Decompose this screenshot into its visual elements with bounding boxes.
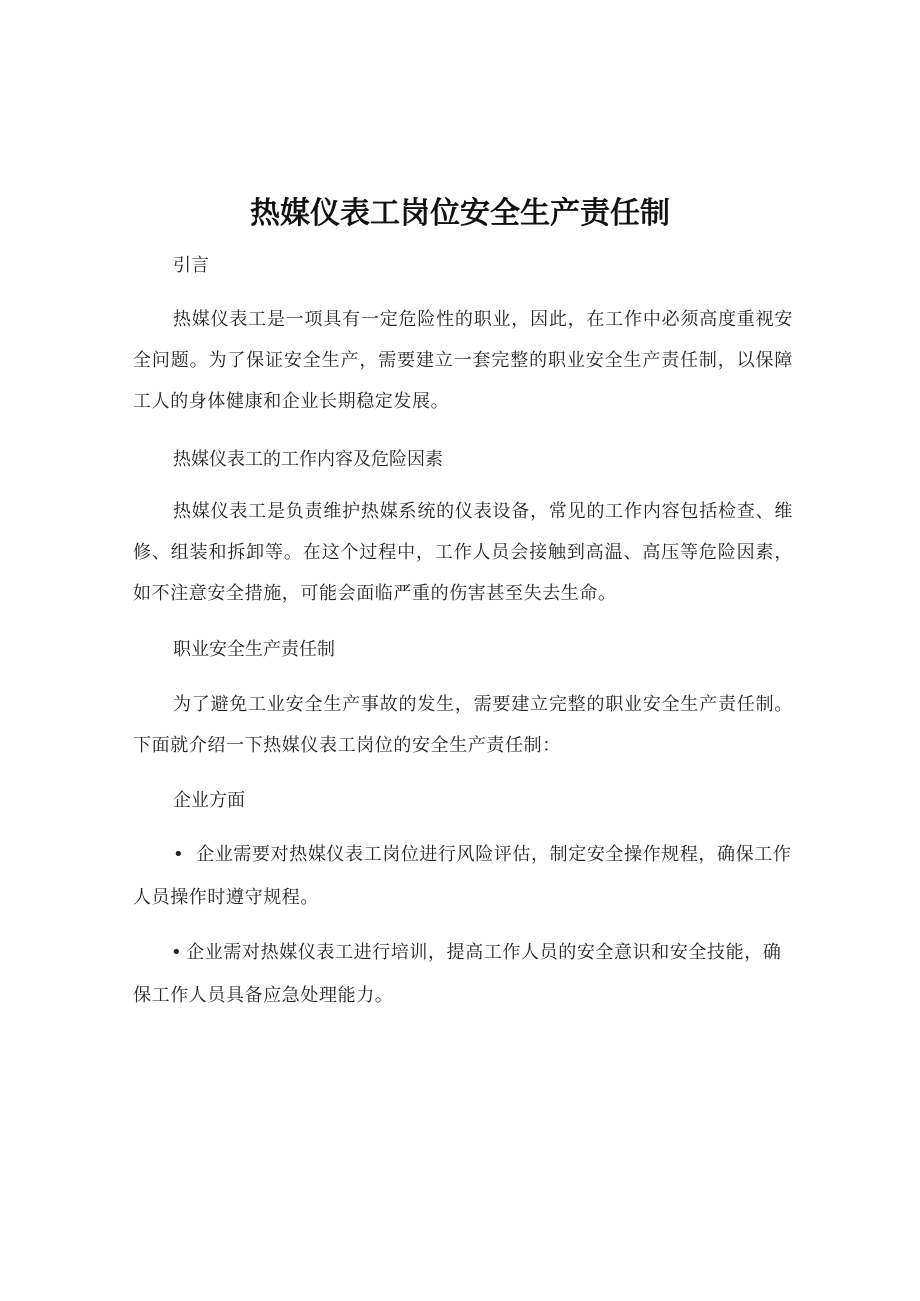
section-heading-intro: 引言 xyxy=(173,255,209,276)
document-title: 热媒仪表工岗位安全生产责任制 xyxy=(250,196,670,231)
bullet-icon: • xyxy=(173,844,185,865)
section-heading-work-content: 热媒仪表工的工作内容及危险因素 xyxy=(173,449,443,470)
list-item xyxy=(133,931,793,1017)
section-heading-responsibility: 职业安全生产责任制 xyxy=(173,639,335,660)
paragraph-responsibility: 为了避免工业安全生产事故的发生，需要建立完整的职业安全生产责任制。下面就介绍一下热媒仪表工岗位的安全生产责任制： xyxy=(133,694,793,756)
bullet-icon: • xyxy=(171,942,183,963)
paragraph-intro: 热媒仪表工是一项具有一定危险性的职业，因此，在工作中必须高度重视安全问题。为了保证安全生产，需要建立一套完整的职业安全生产责任制，以保障工人的身体健康和企业长期稳定发展。 xyxy=(133,309,793,412)
paragraph-work-content: 热媒仪表工是负责维护热媒系统的仪表设备，常见的工作内容包括检查、维修、组装和拆卸等。在这个过程中，工作人员会接触到高温、高压等危险因素，如不注意安全措施，可能会面临严重的伤害甚至失去生命。 xyxy=(133,501,793,604)
list-item-text: 企业需要对热媒仪表工岗位进行风险评估，制定安全操作规程，确保工作人员操作时遵守规程。 xyxy=(133,844,792,908)
list-item-text: 企业需对热媒仪表工进行培训，提高工作人员的安全意识和安全技能，确保工作人员具备应急处理能力。 xyxy=(133,942,782,1006)
list-item xyxy=(133,833,793,919)
section-heading-enterprise: 企业方面 xyxy=(173,790,245,811)
